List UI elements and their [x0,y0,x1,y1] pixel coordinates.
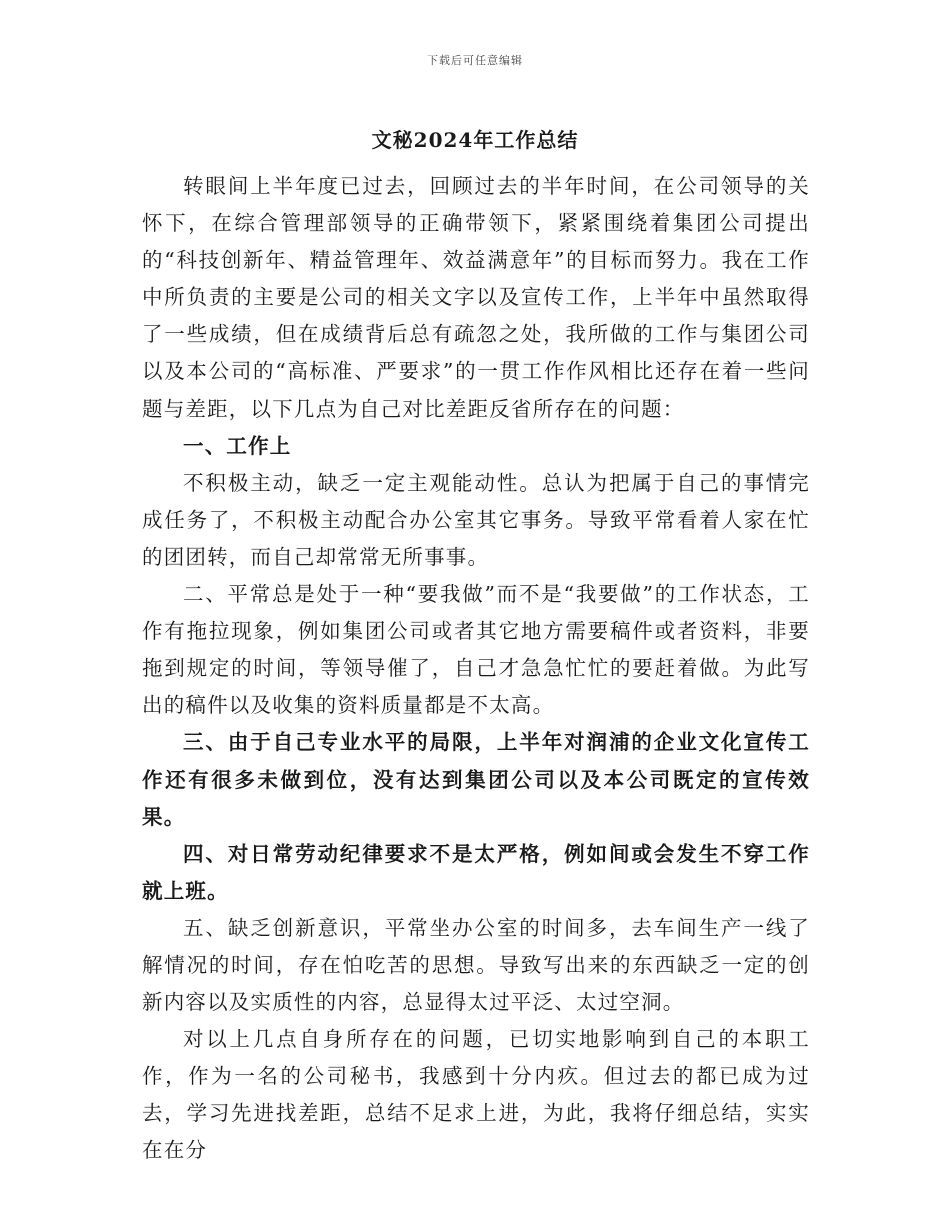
paragraph-conclusion: 对以上几点自身所存在的问题，已切实地影响到自己的本职工作，作为一名的公司秘书，我感到十分内疚。但过去的都已成为过去，学习先进找差距，总结不足求上进，为此，我将仔细总结，实实在在分 [142,1027,810,1163]
paragraph-initiative: 不积极主动，缺乏一定主观能动性。总认为把属于自己的事情完成任务了，不积极主动配合办公室其它事务。导致平常看着人家在忙的团团转，而自己却常常无所事事。 [142,470,810,569]
section-heading-work: 一、工作上 [183,433,292,458]
document-title: 文秘2024年工作总结 [371,128,579,152]
header-note: 下载后可任意编辑 [427,54,523,67]
paragraph-work-state: 二、平常总是处于一种“要我做”而不是“我要做”的工作状态，工作有拖拉现象，例如集团公司或者其它地方需要稿件或者资料，非要拖到规定的时间，等领导催了，自己才急急忙忙的要赶着做。为此写出的稿件以及收集的资料质量都是不太高。 [142,582,810,718]
intro-paragraph: 转眼间上半年度已过去，回顾过去的半年时间，在公司领导的关怀下，在综合管理部领导的正确带领下，紧紧围绕着集团公司提出的“科技创新年、精益管理年、效益满意年”的目标而努力。我在工作中所负责的主要是公司的相关文字以及宣传工作，上半年中虽然取得了一些成绩，但在成绩背后总有疏忽之处，我所做的工作与集团公司以及本公司的“高标准、严要求”的一贯工作作风相比还存在着一些问题与差距，以下几点为自己对比差距反省所存在的问题： [142,174,810,421]
paragraph-innovation: 五、缺乏创新意识，平常坐办公室的时间多，去车间生产一线了解情况的时间，存在怕吃苦的思想。导致写出来的东西缺乏一定的创新内容以及实质性的内容，总显得太过平泛、太过空洞。 [142,915,810,1015]
document-body [142,168,810,1170]
paragraph-discipline: 四、对日常劳动纪律要求不是太严格，例如间或会发生不穿工作就上班。 [142,841,810,903]
paragraph-professional-level: 三、由于自己专业水平的局限，上半年对润浦的企业文化宣传工作还有很多未做到位，没有达到集团公司以及本公司既定的宣传效果。 [142,730,810,829]
